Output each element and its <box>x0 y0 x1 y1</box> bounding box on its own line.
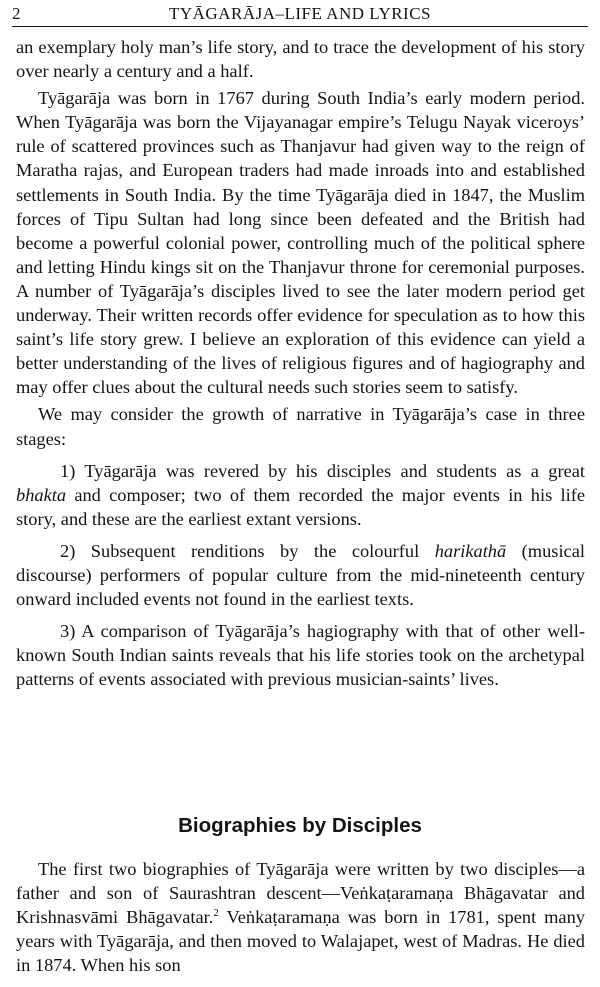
body-text-top <box>16 35 585 691</box>
term-bhakta: bhakta <box>16 484 67 505</box>
term-harikatha: harikathā <box>434 540 507 561</box>
body-text-bottom <box>16 857 585 977</box>
running-title: TYĀGARĀJA–LIFE AND LYRICS <box>168 4 432 23</box>
paragraph-stages-intro: We may consider the growth of narrative in Tyāgarāja’s case in three stages: <box>16 404 585 449</box>
paragraph-continuation: an exemplary holy man’s life story, and to trace the development of his story over nearly a century and a half. <box>16 37 585 82</box>
page-number: 2 <box>12 4 21 23</box>
section-heading: Biographies by Disciples <box>178 814 422 837</box>
stage-item-1: 1) Tyāgarāja was revered by his disciples and students as a great bhakta and composer; two of them recorded the major events in his life story, and these are the earliest extant versions. <box>16 460 585 529</box>
paragraph-birth: Tyāgarāja was born in 1767 during South India’s early modern period. When Tyāgarāja was born the Vijayanagar empire’s Telugu Nayak viceroys’ rule of scattered provinces such as Thanjavur had given way to the reign of Maratha rajas, and European traders had made inroads into and established settlements in South India. By the time Tyāgarāja died in 1847, the Muslim forces of Tipu Sultan had long since been defeated and the British had become a powerful colonial power, controlling much of the political sphere and letting Hindu kings sit on the Thanjavur throne for ceremonial purposes. A number of Tyāgarāja’s disciples lived to see the later modern period get underway. Their written records offer evidence for speculation as to how this saint’s life story grew. I believe an exploration of this evidence can yield a better understanding of the lives of religious figures and of hagiography and may offer clues about the cultural needs such stories seem to satisfy. <box>16 88 585 398</box>
footnote-marker[interactable]: 2 <box>213 907 219 920</box>
running-head <box>12 4 588 27</box>
stage-item-2: 2) Subsequent renditions by the colourful harikathā (musical discourse) performers of popular culture from the mid-nineteenth century onward included events not found in the earliest texts. <box>16 540 585 610</box>
paragraph-biographies: The first two biographies of Tyāgarāja were written by two disciples—a father and son of Saurashtran descent—Veṅkaṭaramaṇa Bhāgavatar and Krishnasvāmi Bhāgavatar.$^2$ Veṅkaṭaramaṇa was born in 1781, spent many years with Tyāgarāja, and then moved to Walajapet, west of Madras. He died in 1874. When his son <box>16 859 585 976</box>
stage-item-3: 3) A comparison of Tyāgarāja’s hagiography with that of other well-known South Indian saints reveals that his life stories took on the archetypal patterns of events associated with previous musician-saints’ lives. <box>16 621 585 690</box>
